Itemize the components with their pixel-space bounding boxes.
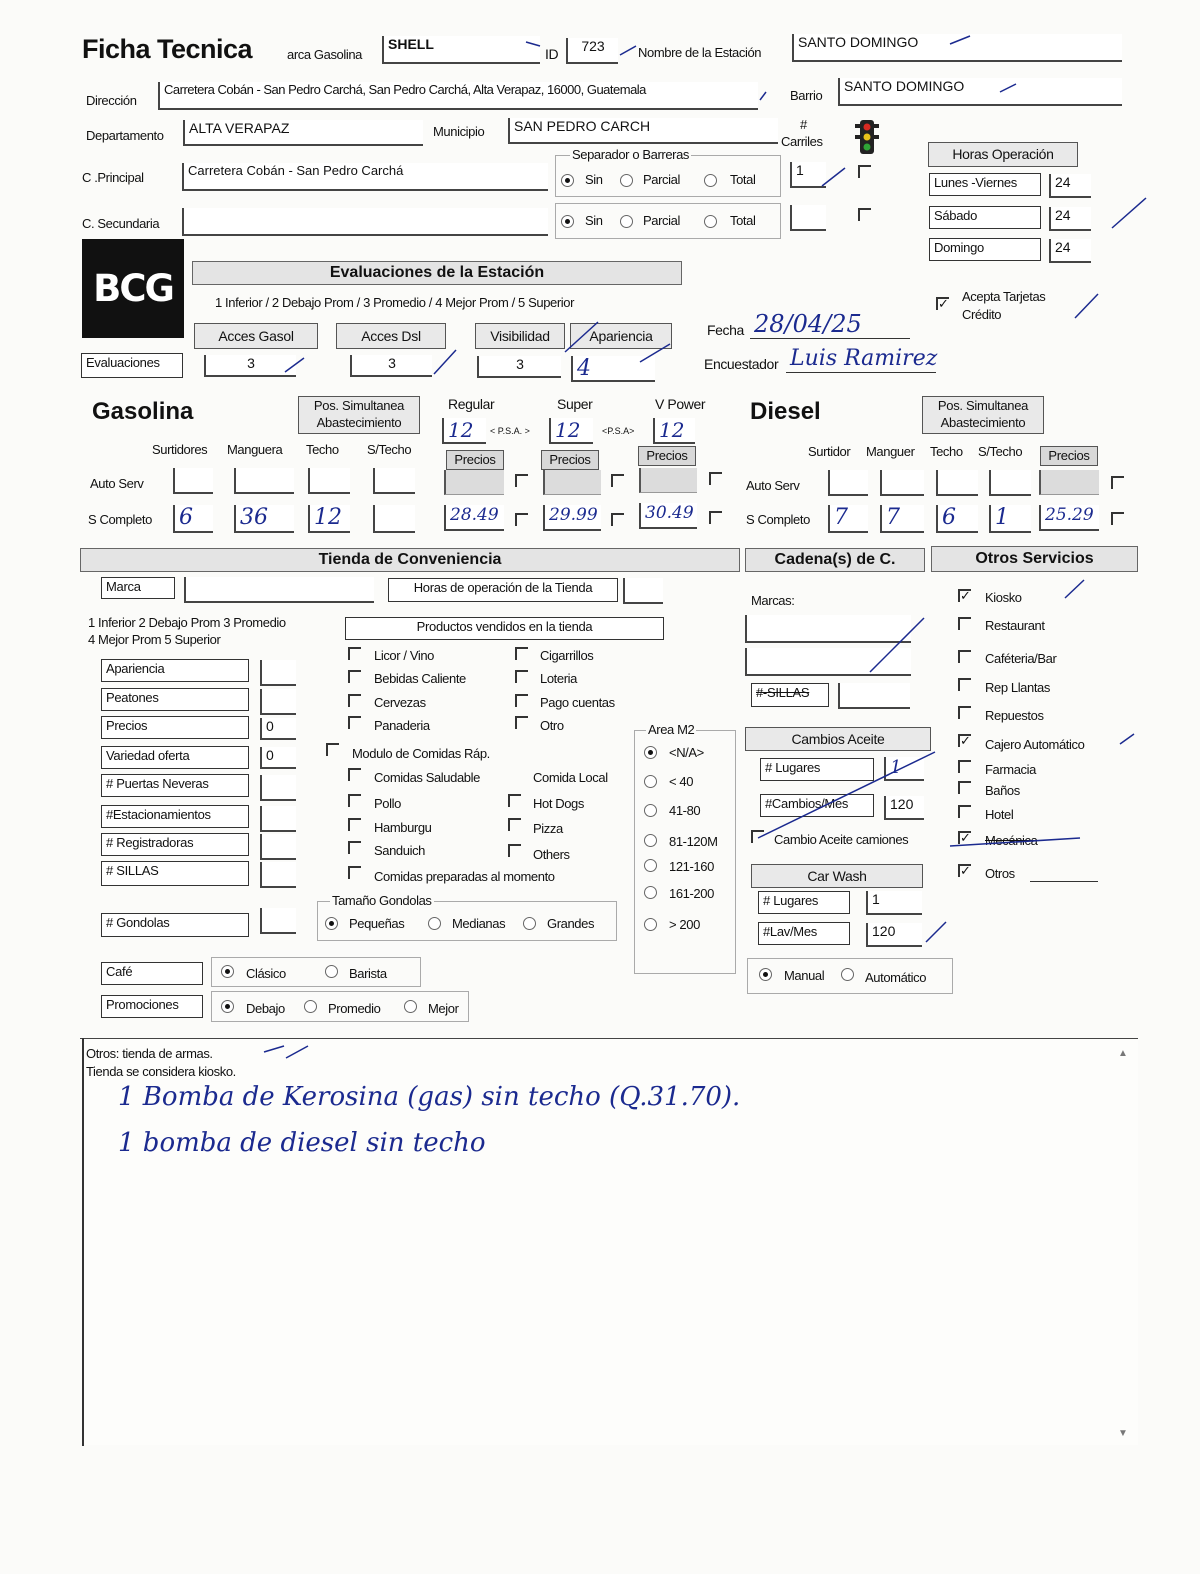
departamento-field[interactable]: ALTA VERAPAZ [183,120,423,146]
col-surtidores: Surtidores [152,442,208,457]
pos-line-2: Abastecimiento [940,415,1026,430]
d-sc-precio-field[interactable] [1039,505,1099,531]
registradoras-label: # Registradoras [101,833,249,856]
psa-label: < P.S.A. > [490,426,530,436]
lav-mes-field[interactable]: 120 [866,923,922,947]
promedio-radio[interactable] [304,1000,317,1013]
total-label: Total [730,213,756,228]
as-precio-regular[interactable] [444,470,504,495]
page-title: Ficha Tecnica [82,34,253,64]
visibilidad-field[interactable]: 3 [477,356,561,378]
acepta-tarjetas-label: Acepta Tarjetas [962,289,1046,304]
d-as-precio[interactable] [1039,470,1099,495]
pos-line-1: Pos. Simultanea [937,398,1029,413]
horas-tienda-field[interactable] [623,578,663,604]
d-sc-manguer-value: 7 [886,505,900,530]
total-radio-secundaria[interactable] [704,215,717,228]
kiosko-checkbox[interactable]: ✓ [958,589,971,602]
regular-label: Regular [448,396,495,412]
total-radio-principal[interactable] [704,174,717,187]
col-surtidor: Surtidor [808,444,851,459]
col-stecho: S/Techo [367,442,412,457]
hamburgu-checkbox[interactable] [348,818,361,831]
restaurant-label: Restaurant [985,618,1045,633]
cw-lugares-field[interactable]: 1 [866,891,922,915]
id-label: ID [545,46,559,62]
mejor-radio[interactable] [404,1000,417,1013]
puertas-field[interactable] [260,775,296,801]
apariencia-tienda-field[interactable] [260,660,296,686]
scroll-down-icon[interactable]: ▼ [1118,1428,1128,1439]
s-completo-label: S Completo [88,512,152,527]
hamburgu-label: Hamburgu [374,820,432,835]
carriles-principal-field[interactable]: 1 [790,162,826,188]
farmacia-checkbox[interactable] [958,760,971,773]
d-sc-precio-value: 25.29 [1045,505,1094,525]
area-200-radio[interactable] [644,918,657,931]
precios-super-label: Precios [541,450,599,470]
comida-local-label: Comida Local [533,770,608,785]
separador-title: Separador o Barreras [572,147,690,162]
area-41-radio[interactable] [644,804,657,817]
scroll-up-icon[interactable]: ▲ [1118,1048,1128,1059]
auto-serv-label: Auto Serv [90,476,144,491]
super-pos-field[interactable] [549,418,593,444]
principal-field[interactable]: Carretera Cobán - San Pedro Carchá [182,163,548,191]
cadena-sillas-label: #-SILLAS [751,683,829,707]
mecanica-checkbox[interactable]: ✓ [958,831,971,844]
area-title: Area M2 [648,722,695,737]
parcial-label: Parcial [643,213,680,228]
debajo-radio[interactable] [221,1000,234,1013]
as-manguera-field[interactable] [234,468,294,494]
sc-precio-regular-field[interactable] [444,505,504,531]
diesel-s-completo-label: S Completo [746,512,810,527]
estacion-field[interactable]: SANTO DOMINGO [792,34,1122,62]
cigarrillos-checkbox[interactable] [515,647,528,660]
d-sc-checkbox[interactable] [1111,512,1124,525]
otros-label: Otros [985,866,1015,881]
pollo-checkbox[interactable] [348,794,361,807]
parcial-label: Parcial [643,172,680,187]
acces-dsl-field[interactable]: 3 [350,355,432,377]
modulo-label: Modulo de Comidas Ráp. [352,746,490,761]
hot-dogs-label: Hot Dogs [533,796,584,811]
cajero-checkbox[interactable]: ✓ [958,734,971,747]
pos-line-2: Abastecimiento [316,415,402,430]
fecha-value[interactable]: 28/04/25 [754,310,862,338]
peatones-field[interactable] [260,689,296,715]
apariencia-label: Apariencia [570,323,672,349]
area-121-radio[interactable] [644,859,657,872]
licor-label: Licor / Vino [374,648,434,663]
hotel-label: Hotel [985,807,1014,822]
diesel-pos-simultanea [922,396,1044,434]
sin-radio-principal[interactable] [561,174,574,187]
area-81-radio[interactable] [644,834,657,847]
sc-vpower-checkbox[interactable] [709,511,722,524]
cambios-aceite-title: Cambios Aceite [745,727,931,751]
tienda-marca-label: Marca [101,577,175,599]
sabado-field[interactable]: 24 [1049,207,1091,231]
manual-radio[interactable] [759,968,772,981]
precios-diesel-label: Precios [1040,446,1098,466]
vpower-label: V Power [655,396,706,412]
d-as-manguer-field[interactable] [880,470,924,496]
sc-surtidores-value: 6 [179,505,193,530]
marca-label: arca Gasolina [287,47,363,62]
sillas-tienda-label: # SILLAS [101,861,249,886]
diesel-auto-serv-label: Auto Serv [746,478,800,493]
gasolina-title: Gasolina [92,398,194,425]
banos-checkbox[interactable] [958,781,971,794]
promociones-label: Promociones [101,995,203,1018]
gondolas-field[interactable] [260,908,296,934]
car-wash-title: Car Wash [751,864,923,888]
d-as-stecho-field[interactable] [989,470,1031,496]
area-group [634,730,736,974]
pequenas-radio[interactable] [325,917,338,930]
sc-super-checkbox[interactable] [611,513,624,526]
d-sc-techo-value: 6 [942,505,956,530]
col-manguera: Manguera [227,442,283,457]
manual-label: Manual [784,968,825,983]
pollo-label: Pollo [374,796,401,811]
carriles-secundaria-field[interactable] [790,205,826,231]
acepta-tarjetas-checkbox[interactable]: ✓ [936,297,949,310]
others-checkbox[interactable] [508,844,521,857]
marcas-field-2[interactable] [745,648,911,676]
hot-dogs-checkbox[interactable] [508,794,521,807]
d-sc-surtidor-field[interactable] [828,505,868,533]
panaderia-checkbox[interactable] [348,716,361,729]
precios-vpower-label: Precios [638,446,696,466]
loteria-label: Loteria [540,671,577,686]
repuestos-checkbox[interactable] [958,706,971,719]
marcas-label: Marcas: [751,593,795,608]
sanduich-label: Sanduich [374,843,426,858]
as-vpower-checkbox[interactable] [709,472,722,485]
estacionamientos-field[interactable] [260,806,296,832]
apariencia-field[interactable] [571,356,655,382]
as-techo-field[interactable] [308,468,350,494]
sc-precio-regular-value: 28.49 [450,505,499,525]
notes-line-1: Otros: tienda de armas. [86,1046,213,1061]
otro-checkbox[interactable] [515,716,528,729]
bebidas-checkbox[interactable] [348,670,361,683]
credito-label: Crédito [962,307,1002,322]
clasico-radio[interactable] [221,965,234,978]
direccion-label: Dirección [86,93,137,108]
pizza-label: Pizza [533,821,563,836]
evaluaciones-row-label: Evaluaciones [81,353,183,378]
banos-label: Baños [985,783,1020,798]
otro-label: Otro [540,718,564,733]
variedad-field[interactable]: 0 [260,747,296,769]
variedad-label: Variedad oferta [101,746,249,769]
sin-radio-secundaria[interactable] [561,215,574,228]
notes-line-2: Tienda se considera kiosko. [86,1064,236,1079]
clasico-label: Clásico [246,966,286,981]
pequenas-label: Pequeñas [349,916,405,931]
medianas-label: Medianas [452,916,506,931]
otros-servicios-title: Otros Servicios [931,546,1138,572]
encuestador-label: Encuestador [704,356,779,372]
rep-llantas-label: Rep Llantas [985,680,1050,695]
notes-handwritten-2: 1 bomba de diesel sin techo [118,1128,486,1158]
bebidas-label: Bebidas Caliente [374,671,466,686]
cadena-title: Cadena(s) de C. [745,548,925,572]
peatones-label: Peatones [101,688,249,711]
area-200-label: > 200 [669,917,700,932]
sc-precio-vpower-field[interactable] [639,503,697,529]
grandes-radio[interactable] [523,917,536,930]
repuestos-label: Repuestos [985,708,1044,723]
acces-dsl-label: Acces Dsl [336,323,446,349]
tienda-marca-field[interactable] [184,577,374,603]
tamano-title: Tamaño Gondolas [332,893,432,908]
notes-handwritten-1: 1 Bomba de Kerosina (gas) sin techo (Q.31.70). [118,1082,741,1112]
as-regular-checkbox[interactable] [515,474,528,487]
productos-title: Productos vendidos en la tienda [345,617,664,640]
carriles-label: Carriles [781,134,823,149]
cafe-label: Café [101,962,203,985]
parcial-radio-secundaria[interactable] [620,215,633,228]
cigarrillos-label: Cigarrillos [540,648,594,663]
saludable-checkbox[interactable] [348,768,361,781]
col-techo-diesel: Techo [930,444,963,459]
vpower-pos-field[interactable] [653,418,695,444]
sc-techo-field[interactable] [308,505,350,533]
area-161-radio[interactable] [644,886,657,899]
otros-checkbox[interactable]: ✓ [958,864,971,877]
rep-llantas-checkbox[interactable] [958,678,971,691]
loteria-checkbox[interactable] [515,670,528,683]
tienda-title: Tienda de Conveniencia [80,548,740,572]
saludable-label: Comidas Saludable [374,770,480,785]
d-sc-techo-field[interactable] [936,505,978,533]
tienda-scale-2: 4 Mejor Prom 5 Superior [88,632,221,647]
precios-tienda-field[interactable]: 0 [260,718,296,740]
d-sc-stecho-field[interactable] [989,505,1031,533]
cafeteria-label: Caféteria/Bar [985,651,1057,666]
parcial-radio-principal[interactable] [620,174,633,187]
camiones-checkbox[interactable] [751,830,764,843]
marcas-field-1[interactable] [745,615,911,643]
promedio-label: Promedio [328,1001,381,1016]
total-label: Total [730,172,756,187]
pago-checkbox[interactable] [515,694,528,707]
cambios-mes-field[interactable]: 120 [884,796,924,820]
lav-mes-label: #Lav/Mes [758,922,850,945]
cw-lugares-label: # Lugares [758,891,850,914]
as-precio-vpower[interactable] [639,468,697,493]
sc-surtidores-field[interactable] [173,505,213,533]
preparadas-label: Comidas preparadas al momento [374,869,555,884]
sanduich-checkbox[interactable] [348,841,361,854]
preparadas-checkbox[interactable] [348,866,361,879]
horas-title: Horas Operación [928,142,1078,167]
modulo-checkbox[interactable] [326,743,339,756]
area-161-label: 161-200 [669,886,714,901]
cambios-lugares-field[interactable] [884,757,924,781]
debajo-label: Debajo [246,1001,285,1016]
pago-label: Pago cuentas [540,695,615,710]
sc-precio-super-value: 29.99 [549,505,598,525]
estacionamientos-label: #Estacionamientos [101,805,249,828]
mecanica-label: Mecánica [985,833,1038,848]
municipio-field[interactable]: SAN PEDRO CARCH [508,118,778,144]
farmacia-label: Farmacia [985,762,1036,777]
psa-label-2: <P.S.A> [602,426,635,436]
marca-field[interactable]: SHELL [382,36,540,64]
automatico-radio[interactable] [841,968,854,981]
lunes-viernes-label: Lunes -Viernes [929,173,1041,196]
municipio-label: Municipio [433,124,485,139]
apariencia-value: 4 [577,356,591,381]
carriles-secundaria-checkbox[interactable] [858,208,871,221]
visibilidad-label: Visibilidad [475,323,565,349]
sabado-label: Sábado [929,206,1041,229]
encuestador-underline [786,372,936,373]
bcg-logo: BCG [82,239,184,338]
regular-pos-field[interactable] [442,418,486,444]
traffic-light-icon [854,118,880,156]
puertas-label: # Puertas Neveras [101,774,249,797]
sc-precio-super-field[interactable] [543,505,601,531]
as-super-checkbox[interactable] [611,474,624,487]
lunes-viernes-field[interactable]: 24 [1049,174,1091,198]
area-121-label: 121-160 [669,859,714,874]
sin-label: Sin [585,172,603,187]
d-as-checkbox[interactable] [1111,476,1124,489]
apariencia-label-tienda: Apariencia [101,659,249,682]
precios-regular-label: Precios [446,450,504,470]
kiosko-label: Kiosko [985,590,1022,605]
fecha-label: Fecha [707,322,744,338]
hotel-checkbox[interactable] [958,805,971,818]
departamento-label: Departamento [86,128,164,143]
pos-line-1: Pos. Simultanea [313,398,405,413]
sc-manguera-field[interactable] [234,505,294,533]
registradoras-field[interactable] [260,834,296,860]
cervezas-label: Cervezas [374,695,426,710]
col-stecho-diesel: S/Techo [978,444,1023,459]
encuestador-value[interactable]: Luis Ramirez [790,346,938,371]
as-surtidores-field[interactable] [173,468,213,494]
cambios-mes-label: #Cambios/Mes [760,794,874,817]
automatico-label: Automático [865,970,927,985]
camiones-label: Cambio Aceite camiones [774,832,909,847]
area-81-label: 81-120M [669,834,718,849]
sc-regular-checkbox[interactable] [515,513,528,526]
otros-underline [1030,881,1098,882]
super-pos-value: 12 [555,418,581,442]
medianas-radio[interactable] [428,917,441,930]
barrio-field[interactable]: SANTO DOMINGO [838,78,1122,106]
sillas-tienda-field[interactable] [260,862,296,888]
area-na-label: <N/A> [669,745,704,760]
d-sc-surtidor-value: 7 [834,505,848,530]
grandes-label: Grandes [547,916,595,931]
cafeteria-checkbox[interactable] [958,650,971,663]
sc-precio-vpower-value: 30.49 [645,503,694,523]
pizza-checkbox[interactable] [508,818,521,831]
cambios-lugares-label: # Lugares [760,758,874,781]
as-stecho-field[interactable] [373,468,415,494]
sin-label: Sin [585,213,603,228]
d-sc-stecho-value: 1 [995,505,1009,530]
horas-tienda-label: Horas de operación de la Tienda [388,578,618,602]
id-field[interactable]: 723 [566,38,618,64]
estacion-label: Nombre de la Estación [638,45,762,60]
precios-tienda-label: Precios [101,716,249,739]
area-40-radio[interactable] [644,775,657,788]
barista-label: Barista [349,966,387,981]
col-techo: Techo [306,442,339,457]
d-as-techo-field[interactable] [936,470,978,496]
mejor-label: Mejor [428,1001,459,1016]
acces-gasol-label: Acces Gasol [194,323,318,349]
sc-stecho-field[interactable] [373,505,415,533]
barrio-label: Barrio [790,88,823,103]
diesel-title: Diesel [750,398,821,425]
col-manguer: Manguer [866,444,915,459]
cervezas-checkbox[interactable] [348,694,361,707]
area-41-label: 41-80 [669,803,701,818]
panaderia-label: Panaderia [374,718,430,733]
others-label: Others [533,847,570,862]
carriles-principal-checkbox[interactable] [858,165,871,178]
gondolas-label: # Gondolas [101,913,249,937]
vpower-pos-value: 12 [659,418,685,442]
d-as-surtidor-field[interactable] [828,470,868,496]
super-label: Super [557,396,593,412]
sc-techo-value: 12 [314,505,342,530]
d-sc-manguer-field[interactable] [880,505,924,533]
fecha-underline [750,338,910,339]
acces-gasol-field[interactable]: 3 [204,355,296,377]
principal-label: C .Principal [82,170,144,185]
gasolina-pos-simultanea [298,396,420,434]
regular-pos-value: 12 [448,418,474,442]
direccion-field[interactable]: Carretera Cobán - San Pedro Carchá, San Pedro Carchá, Alta Verapaz, 16000, Guatemala [158,82,758,110]
area-na-radio[interactable] [644,746,657,759]
cajero-label: Cajero Automático [985,737,1085,752]
cafe-group [211,957,421,987]
cambios-lugares-value: 1 [890,757,902,778]
secundaria-field[interactable] [182,208,548,236]
area-40-label: < 40 [669,774,694,789]
barista-radio[interactable] [325,965,338,978]
tienda-scale-1: 1 Inferior 2 Debajo Prom 3 Promedio [88,615,286,630]
evaluaciones-scale: 1 Inferior / 2 Debajo Prom / 3 Promedio / 4 Mejor Prom / 5 Superior [215,295,575,310]
licor-checkbox[interactable] [348,647,361,660]
carriles-hash: # [800,117,807,132]
secundaria-label: C. Secundaria [82,216,160,231]
domingo-label: Domingo [929,238,1041,261]
restaurant-checkbox[interactable] [958,617,971,630]
sc-manguera-value: 36 [240,505,268,530]
domingo-field[interactable]: 24 [1049,239,1091,263]
as-precio-super[interactable] [543,470,601,495]
evaluaciones-title: Evaluaciones de la Estación [192,261,682,285]
cadena-sillas-field[interactable] [838,683,910,709]
